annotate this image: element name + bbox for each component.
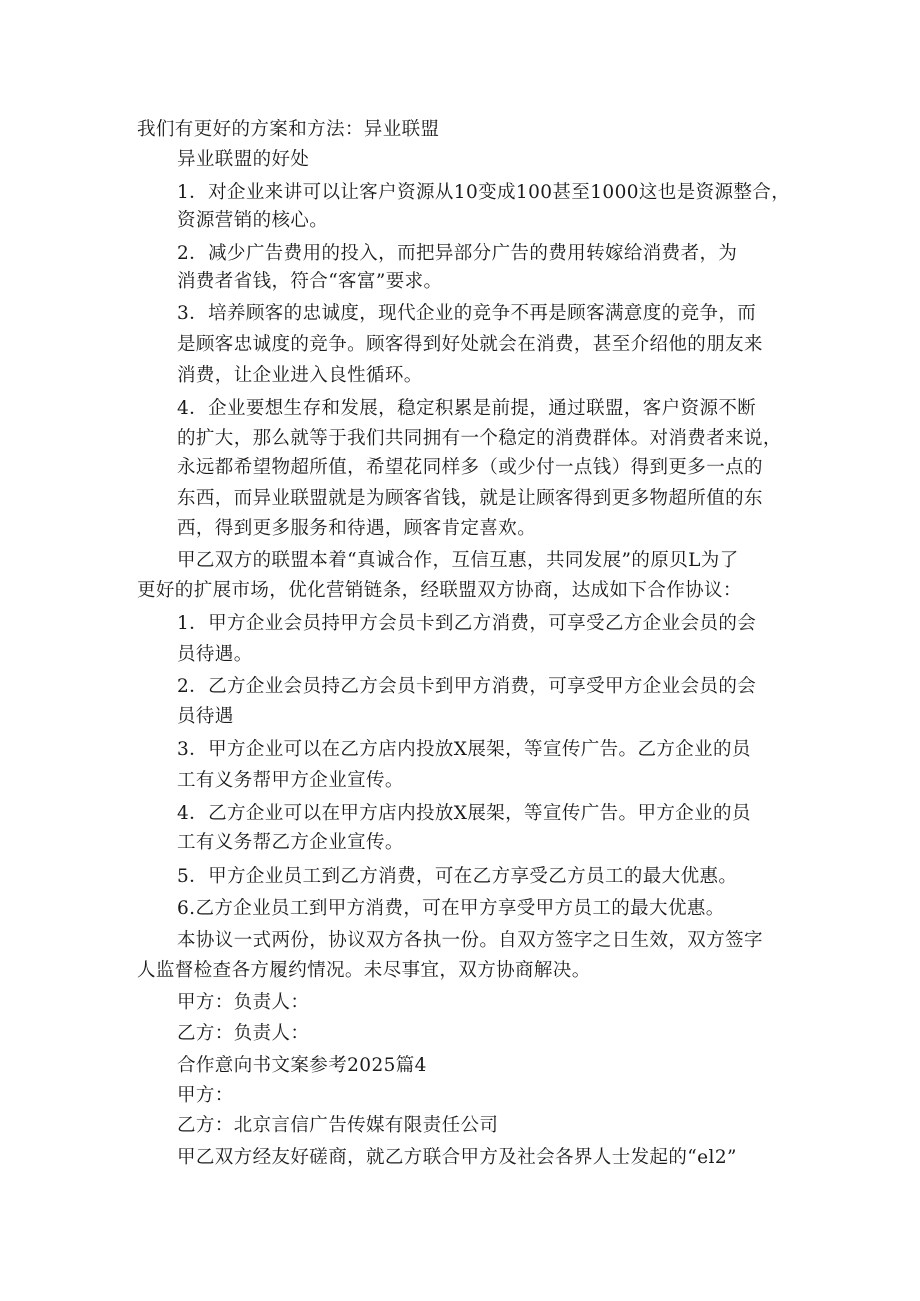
- benefit-2-line-1: 2．减少广告费用的投入，而把异部分广告的费用转嫁给消费者，为: [177, 243, 738, 264]
- signature-party-b: 乙方：负责人：: [177, 1023, 310, 1044]
- clause-4-line-2: 工有义务帮乙方企业宣传。: [177, 832, 404, 853]
- benefit-3-line-3: 消费，让企业进入良性循环。: [177, 365, 423, 386]
- signature-party-a: 甲方：负责人：: [177, 992, 310, 1013]
- party-a-line: 甲方：: [177, 1085, 234, 1106]
- benefit-4-line-3: 永远都希望物超所值，希望花同样多（或少付一点钱）得到更多一点的: [177, 457, 763, 478]
- benefit-4-line-2: 的扩大，那么就等于我们共同拥有一个稳定的消费群体。对消费者来说，: [177, 428, 782, 449]
- benefit-4-line-5: 西，得到更多服务和待遇，顾客肯定喜欢。: [177, 518, 537, 539]
- clause-2-line-2: 员待遇: [177, 706, 234, 727]
- intro-line: 我们有更好的方案和方法：异业联盟: [137, 119, 440, 140]
- benefit-4-line-1: 4．企业要想生存和发展，稳定积累是前提，通过联盟，客户资源不断: [177, 398, 757, 419]
- agreement-line-2: 人监督检查各方履约情况。未尽事宜，双方协商解决。: [137, 960, 591, 981]
- clause-2-line-1: 2．乙方企业会员持乙方会员卡到甲方消费，可享受甲方企业会员的会: [177, 676, 757, 697]
- benefit-3-line-1: 3．培养顾客的忠诚度，现代企业的竞争不再是顾客满意度的竞争，而: [177, 303, 757, 324]
- negotiation-line: 甲乙双方经友好磋商，就乙方联合甲方及社会各界人士发起的“el2”: [177, 1147, 737, 1168]
- section-heading: 异业联盟的好处: [177, 149, 310, 170]
- principle-line-1: 甲乙双方的联盟本着“真诚合作，互信互惠，共同发展”的原贝L为了: [177, 550, 739, 571]
- clause-3-line-1: 3．甲方企业可以在乙方店内投放X展架，等宣传广告。乙方企业的员: [177, 739, 751, 760]
- agreement-line-1: 本协议一式两份，协议双方各执一份。自双方签字之日生效，双方签字: [177, 930, 763, 951]
- clause-4-line-1: 4．乙方企业可以在甲方店内投放X展架，等宣传广告。甲方企业的员: [177, 803, 751, 824]
- benefit-1-line-2: 资源营销的核心。: [177, 210, 329, 231]
- section-title: 合作意向书文案参考2025篇4: [177, 1055, 427, 1076]
- clause-6-line: 6.乙方企业员工到甲方消费，可在甲方享受甲方员工的最大优惠。: [177, 898, 725, 919]
- clause-1-line-1: 1．甲方企业会员持甲方会员卡到乙方消费，可享受乙方企业会员的会: [177, 613, 757, 634]
- benefit-4-line-4: 东西，而异业联盟就是为顾客省钱，就是让顾客得到更多物超所值的东: [177, 488, 763, 509]
- clause-1-line-2: 员待遇。: [177, 644, 253, 665]
- benefit-1-line-1: 1．对企业来讲可以让客户资源从10变成100甚至1000这也是资源整合，: [177, 182, 791, 203]
- benefit-2-line-2: 消费者省钱，符合“客富”要求。: [177, 271, 443, 292]
- principle-line-2: 更好的扩展市场，优化营销链条，经联盟双方协商，达成如下合作协议：: [137, 580, 742, 601]
- benefit-3-line-2: 是顾客忠诚度的竞争。顾客得到好处就会在消费，甚至介绍他的朋友来: [177, 334, 763, 355]
- party-b-line: 乙方：北京言信广告传媒有限责任公司: [177, 1115, 499, 1136]
- clause-5-line: 5．甲方企业员工到乙方消费，可在乙方享受乙方员工的最大优惠。: [177, 866, 738, 887]
- clause-3-line-2: 工有义务帮甲方企业宣传。: [177, 770, 404, 791]
